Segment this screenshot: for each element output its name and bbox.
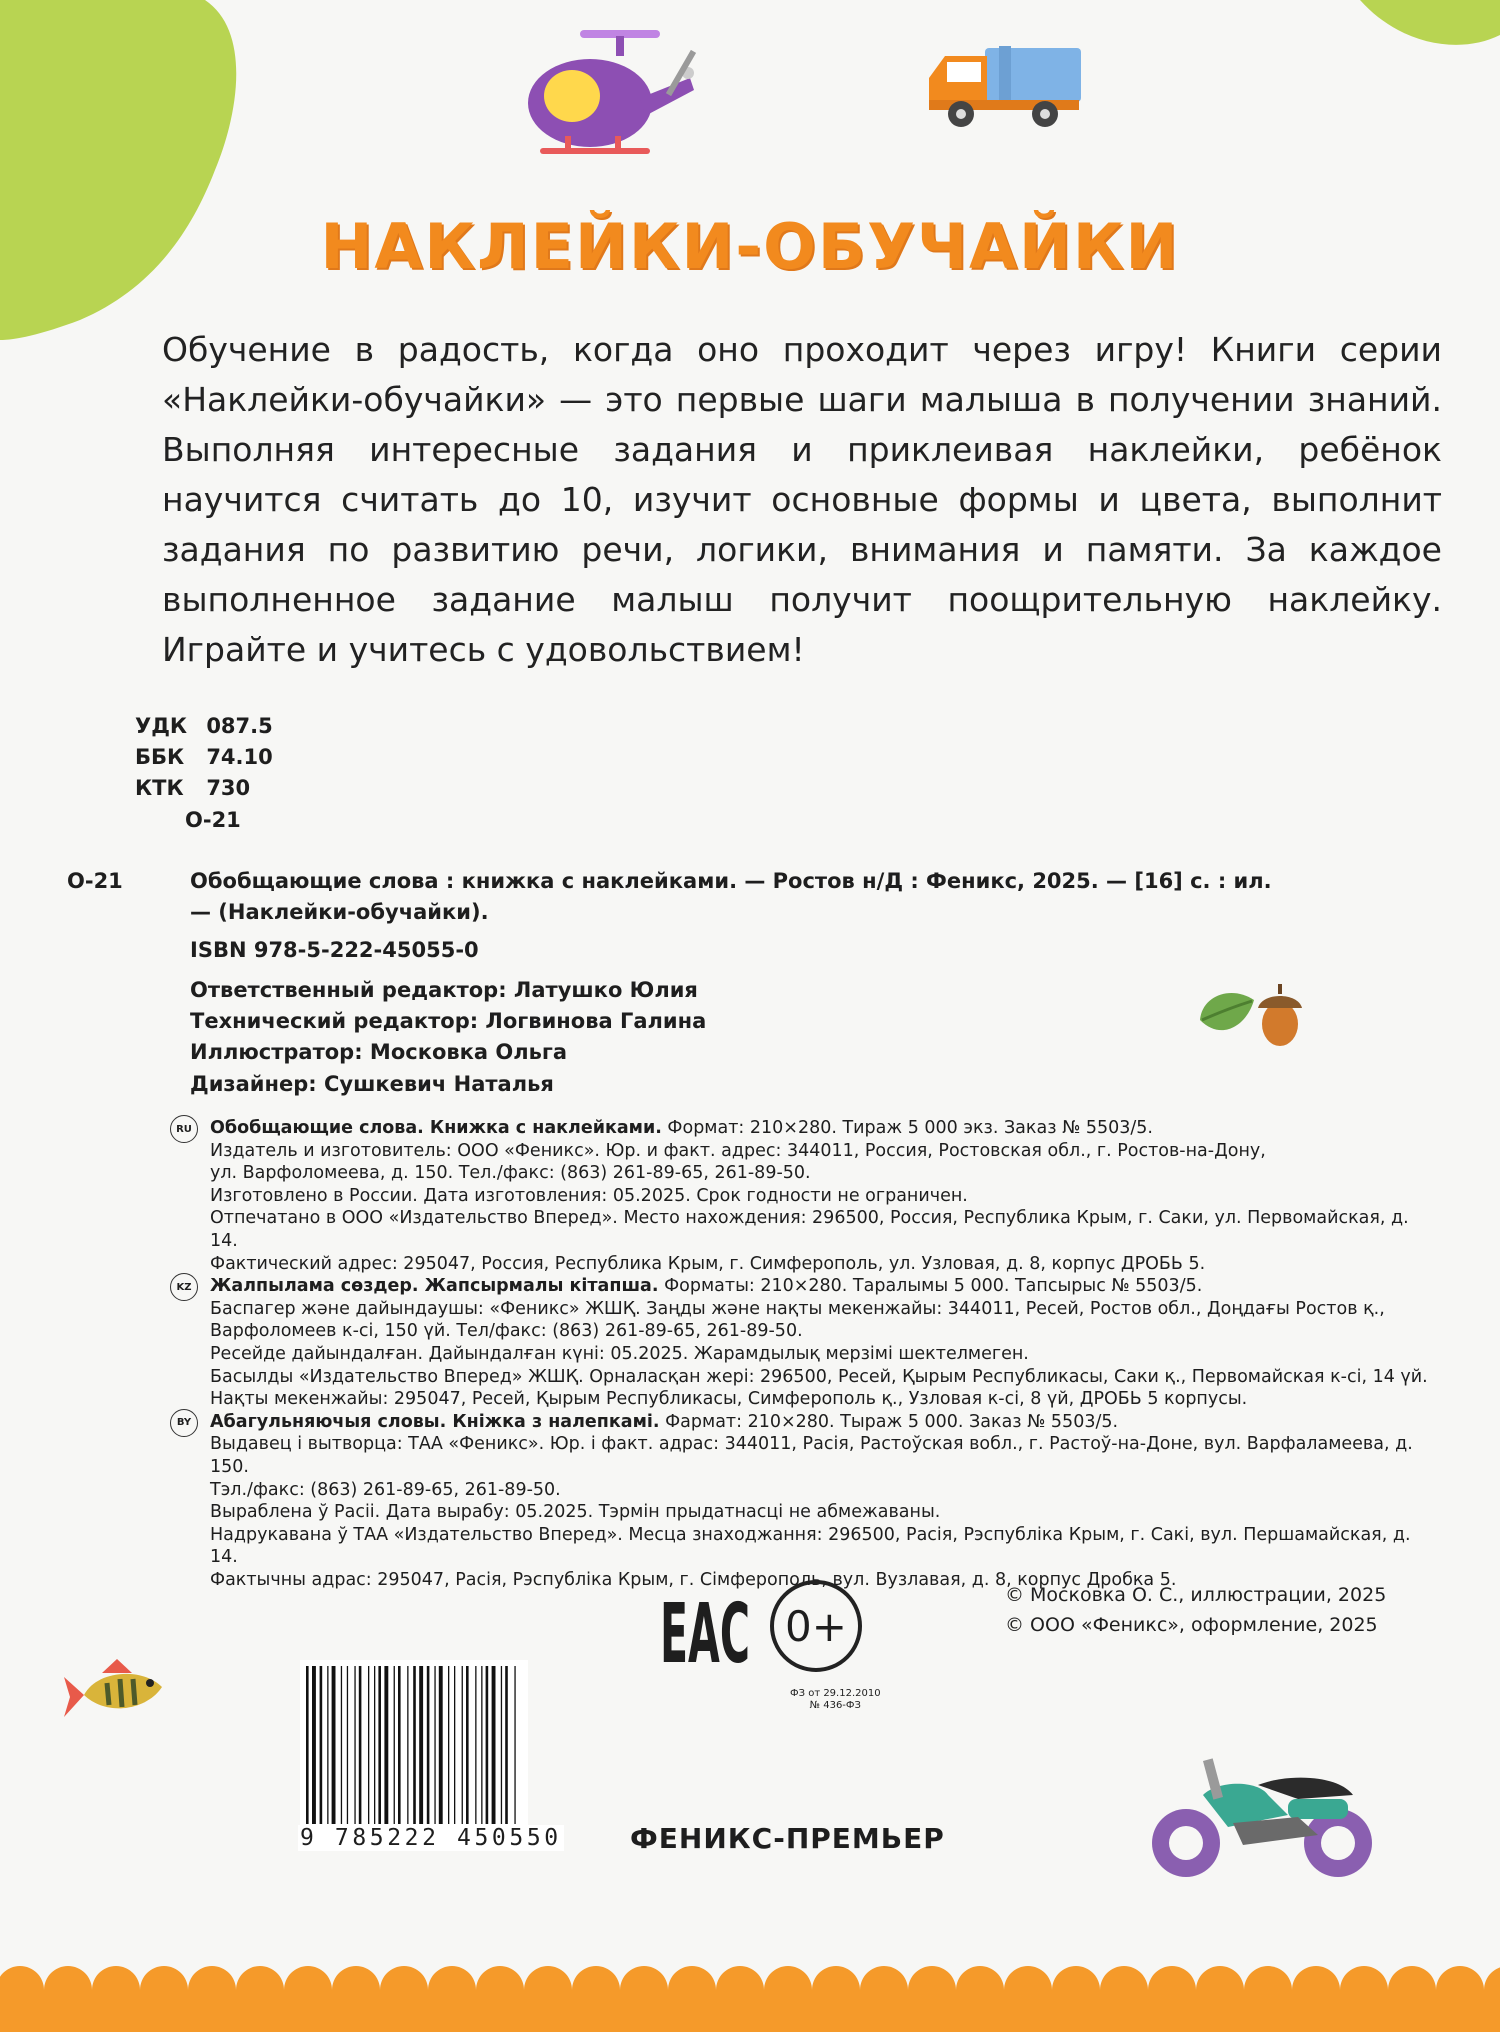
imprint-block [170,1117,1430,1591]
bbk-value: 74.10 [206,745,273,769]
age-law-line: № 436-ФЗ [809,1700,861,1711]
ktk-label: КТК [135,776,184,800]
helicopter-icon [510,28,710,160]
by-title-rest: Фармат: 210×280. Тыраж 5 000. Заказ № 5503/5. [659,1411,1119,1432]
ru-line: Издатель и изготовитель: ООО «Феникс». Юр. и факт. адрес: 344011, Россия, Ростовская обл., г. Ростов-на-Дону, [210,1140,1266,1161]
by-line: Фактычны адрас: 295047, Расія, Рэспубліка Крым, г. Сімферополь, вул. Вузлавая, д. 8, корпус Дробка 5. [210,1569,1177,1590]
ru-line: Фактический адрес: 295047, Россия, Республика Крым, г. Симферополь, ул. Узловая, д. 8, корпус ДРОБЬ 5. [210,1253,1206,1274]
copyright-line: © ООО «Феникс», оформление, 2025 [1005,1614,1378,1636]
by-badge: BY [170,1409,198,1437]
ru-title: Обобщающие слова. Книжка с наклейками. [210,1118,662,1138]
kz-line: Ресейде дайындалған. Дайындалған күні: 05.2025. Жарамдылық мерзімі шектелмеген. [210,1343,1029,1364]
publisher-logo: ФЕНИКС-ПРЕМЬЕР [630,1822,945,1855]
by-title: Абагульняючыя словы. Кніжка з налепкамі. [210,1411,660,1432]
author-sign: О-21 [185,808,241,832]
by-line: Надрукавана ў ТАА «Издательство Вперед». Месца знаходжання: 296500, Расія, Рэспубліка Крым, г. Сакі, вул. Першамайская, д. 14. [210,1524,1411,1568]
age-rating: 0+ [785,1601,847,1651]
imprint-ru [170,1117,1430,1275]
ru-badge: RU [170,1115,198,1143]
ru-title-rest: Формат: 210×280. Тираж 5 000 экз. Заказ № 5503/5. [661,1118,1153,1138]
ktk-code [135,773,250,804]
bib-code: О-21 [67,869,123,893]
kz-title: Жалпылама сөздер. Жапсырмалы кітапша. [210,1276,659,1297]
isbn: ISBN 978-5-222-45055-0 [190,938,479,962]
fish-icon [62,1655,167,1737]
udk-label: УДК [135,714,188,738]
age-rating-badge [770,1580,862,1672]
kz-line: Нақты мекенжайы: 295047, Ресей, Қырым Республикасы, Симферополь қ., Узловая к-сі, 8 үй, ДРОБЬ 5 корпусы. [210,1389,1248,1410]
ru-line: Отпечатано в ООО «Издательство Вперед». Место нахождения: 296500, Россия, Республика Крым, г. Саки, ул. Первомайская, д. 14. [210,1208,1409,1251]
age-law-note [790,1688,881,1712]
age-law-line: ФЗ от 29.12.2010 [790,1688,881,1699]
by-line: Тэл./факс: (863) 261-89-65, 261-89-50. [210,1479,561,1500]
bbk-code [135,742,273,773]
truck-icon [925,42,1085,132]
bbk-label: ББК [135,745,185,769]
green-blob-decoration [0,0,270,340]
udk-value: 087.5 [206,714,273,738]
by-line: Выдавец і вытворца: ТАА «Феникс». Юр. і факт. адрас: 344011, Расія, Растоўская вобл., г. Растоў-на-Доне, вул. Варфаламеева, д. 150. [210,1434,1413,1477]
credit-editor: Ответственный редактор: Латушко Юлия [190,978,698,1002]
eac-mark [660,1578,752,1672]
udk-code [135,711,273,742]
eac-text: EAC [660,1587,750,1672]
bib-description: Обобщающие слова : книжка с наклейками. — Ростов н/Д : Феникс, 2025. — [16] с. : ил. [190,869,1272,893]
credit-illustrator: Иллюстратор: Московка Ольга [190,1040,568,1064]
kz-line: Баспагер және дайындаушы: «Феникс» ЖШҚ. Заңды және нақты мекенжайы: 344011, Ресей, Ростов обл., Доңдағы Ростов қ., [210,1298,1385,1319]
imprint-by [170,1411,1430,1592]
imprint-kz [170,1275,1430,1411]
by-line: Выраблена ў Расіі. Дата вырабу: 05.2025. Тэрмін прыдатнасці не абмежаваны. [210,1502,941,1523]
kz-title-rest: Форматы: 210×280. Таралымы 5 000. Тапсырыс № 5503/5. [658,1276,1203,1297]
credit-designer: Дизайнер: Сушкевич Наталья [190,1072,554,1096]
kz-line: Басылды «Издательство Вперед» ЖШҚ. Орналасқан жері: 296500, Ресей, Қырым Республикасы, Саки қ., Первомайская к-сі, 14 үй. [210,1366,1428,1387]
scalloped-border [0,1960,1500,2032]
credit-tech-editor: Технический редактор: Логвинова Галина [190,1009,707,1033]
ktk-value: 730 [206,776,251,800]
ru-line: ул. Варфоломеева, д. 150. Тел./факс: (863) 261-89-65, 261-89-50. [210,1163,811,1184]
kz-line: Варфоломеев к-сі, 150 үй. Тел/факс: (863) 261-89-65, 261-89-50. [210,1321,803,1342]
barcode [300,1660,528,1850]
bib-series: — (Наклейки-обучайки). [190,900,489,924]
copyright-line: © Московка О. С., иллюстрации, 2025 [1005,1584,1387,1606]
acorn-icon [1192,980,1304,1052]
motorcycle-icon [1148,1755,1378,1881]
series-title: НАКЛЕЙКИ-ОБУЧАЙКИ [320,210,1180,283]
barcode-digits: 9 785222 450550 [300,1825,562,1851]
kz-badge: KZ [170,1273,198,1301]
green-blob-decoration-right [1330,0,1500,60]
ru-line: Изготовлено в России. Дата изготовления: 05.2025. Срок годности не ограничен. [210,1185,968,1206]
intro-paragraph: Обучение в радость, когда оно проходит через игру! Книги серии «Наклейки-обучайки» — это первые шаги малыша в получении знаний. Выполняя интересные задания и приклеивая наклейки, ребёнок научится считать до 10, изучит основные формы и цвета, выполнит задания по развитию речи, логики, внимания и памяти. За каждое выполненное задание малыш получит поощрительную наклейку. Играйте и учитесь с удовольствием! [162,330,1442,669]
copyright [1005,1580,1386,1640]
